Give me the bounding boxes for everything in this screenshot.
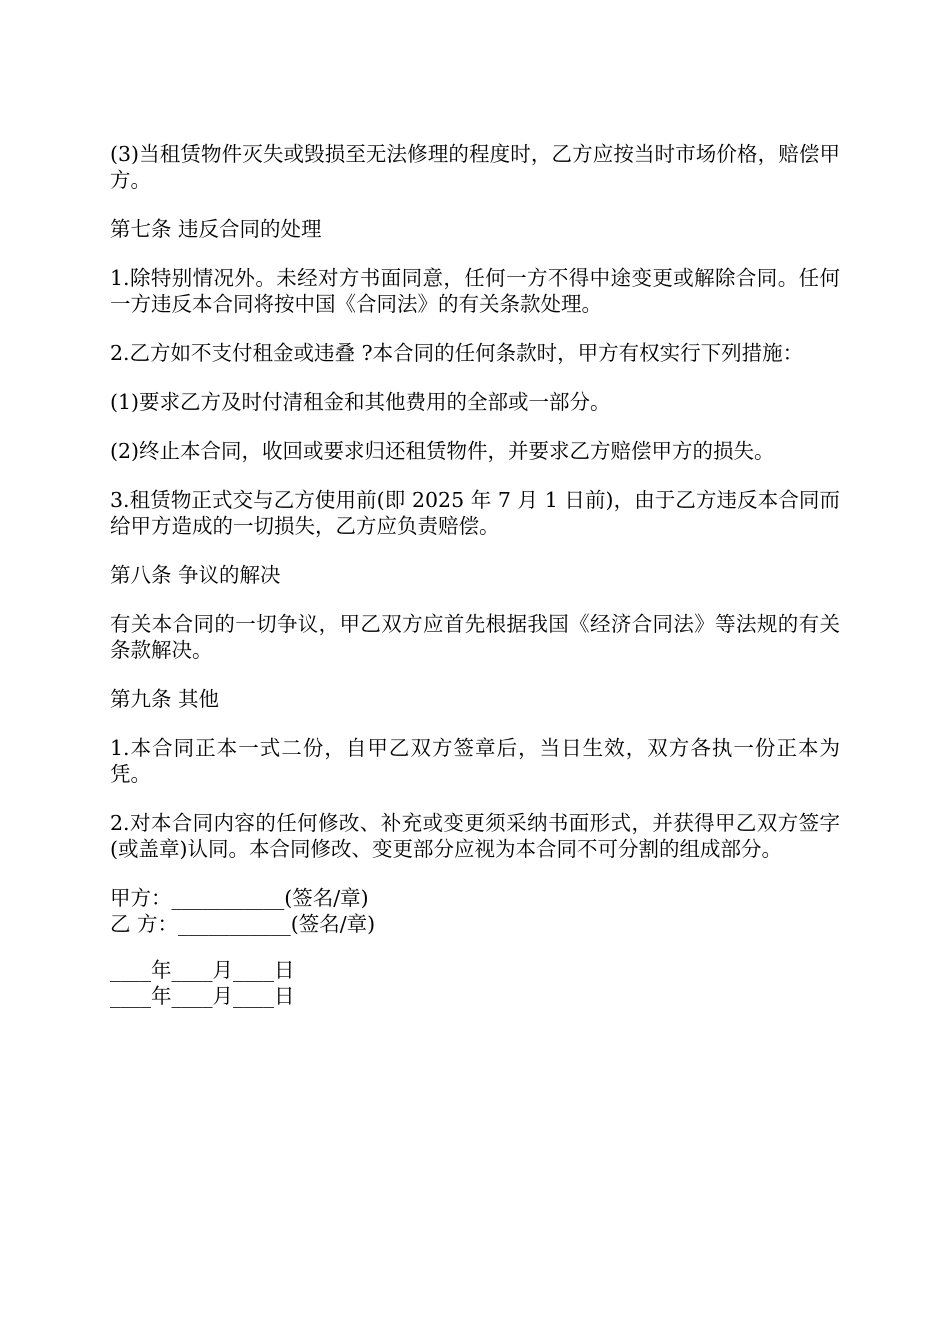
article-7-item-2-sub-2: (2)终止本合同，收回或要求归还租赁物件，并要求乙方赔偿甲方的损失。 <box>110 439 775 463</box>
clause-paragraph-loss-compensation: (3)当租赁物件灭失或毁损至无法修理的程度时，乙方应按当时市场价格，赔偿甲方。 <box>110 142 840 192</box>
article-7-item-1: 1.除特别情况外。未经对方书面同意，任何一方不得中途变更或解除合同。任何一方违反本合同将按中国《合同法》的有关条款处理。 <box>110 266 840 316</box>
article-9-heading: 第九条 其他 <box>110 687 220 711</box>
article-8-heading: 第八条 争议的解决 <box>110 563 281 587</box>
article-7-item-3: 3.租赁物正式交与乙方使用前(即 2025 年 7 月 1 日前)，由于乙方违反本合同而给甲方造成的一切损失，乙方应负责赔偿。 <box>110 488 840 538</box>
article-7-item-2: 2.乙方如不支付租金或违叠 ?本合同的任何条款时，甲方有权实行下列措施： <box>110 341 804 365</box>
article-9-item-2: 2.对本合同内容的任何修改、补充或变更须采纳书面形式，并获得甲乙双方签字(或盖章)认同。本合同修改、变更部分应视为本合同不可分割的组成部分。 <box>110 811 840 861</box>
document-page <box>110 141 840 1029</box>
party-a-date-line: ____年____月____日 <box>110 958 295 982</box>
article-7-item-2-sub-1: (1)要求乙方及时付清租金和其他费用的全部或一部分。 <box>110 390 611 414</box>
article-9-item-1: 1.本合同正本一式二份，自甲乙双方签章后，当日生效，双方各执一份正本为凭。 <box>110 736 840 786</box>
party-b-signature-line: 乙 方：___________(签名/章) <box>110 912 376 936</box>
signature-block <box>110 885 840 937</box>
party-b-date-line: ____年____月____日 <box>110 984 295 1008</box>
date-block <box>110 957 840 1009</box>
article-8-body: 有关本合同的一切争议，甲乙双方应首先根据我国《经济合同法》等法规的有关条款解决。 <box>110 612 840 662</box>
party-a-signature-line: 甲方：___________(签名/章) <box>110 886 369 910</box>
article-7-heading: 第七条 违反合同的处理 <box>110 217 322 241</box>
